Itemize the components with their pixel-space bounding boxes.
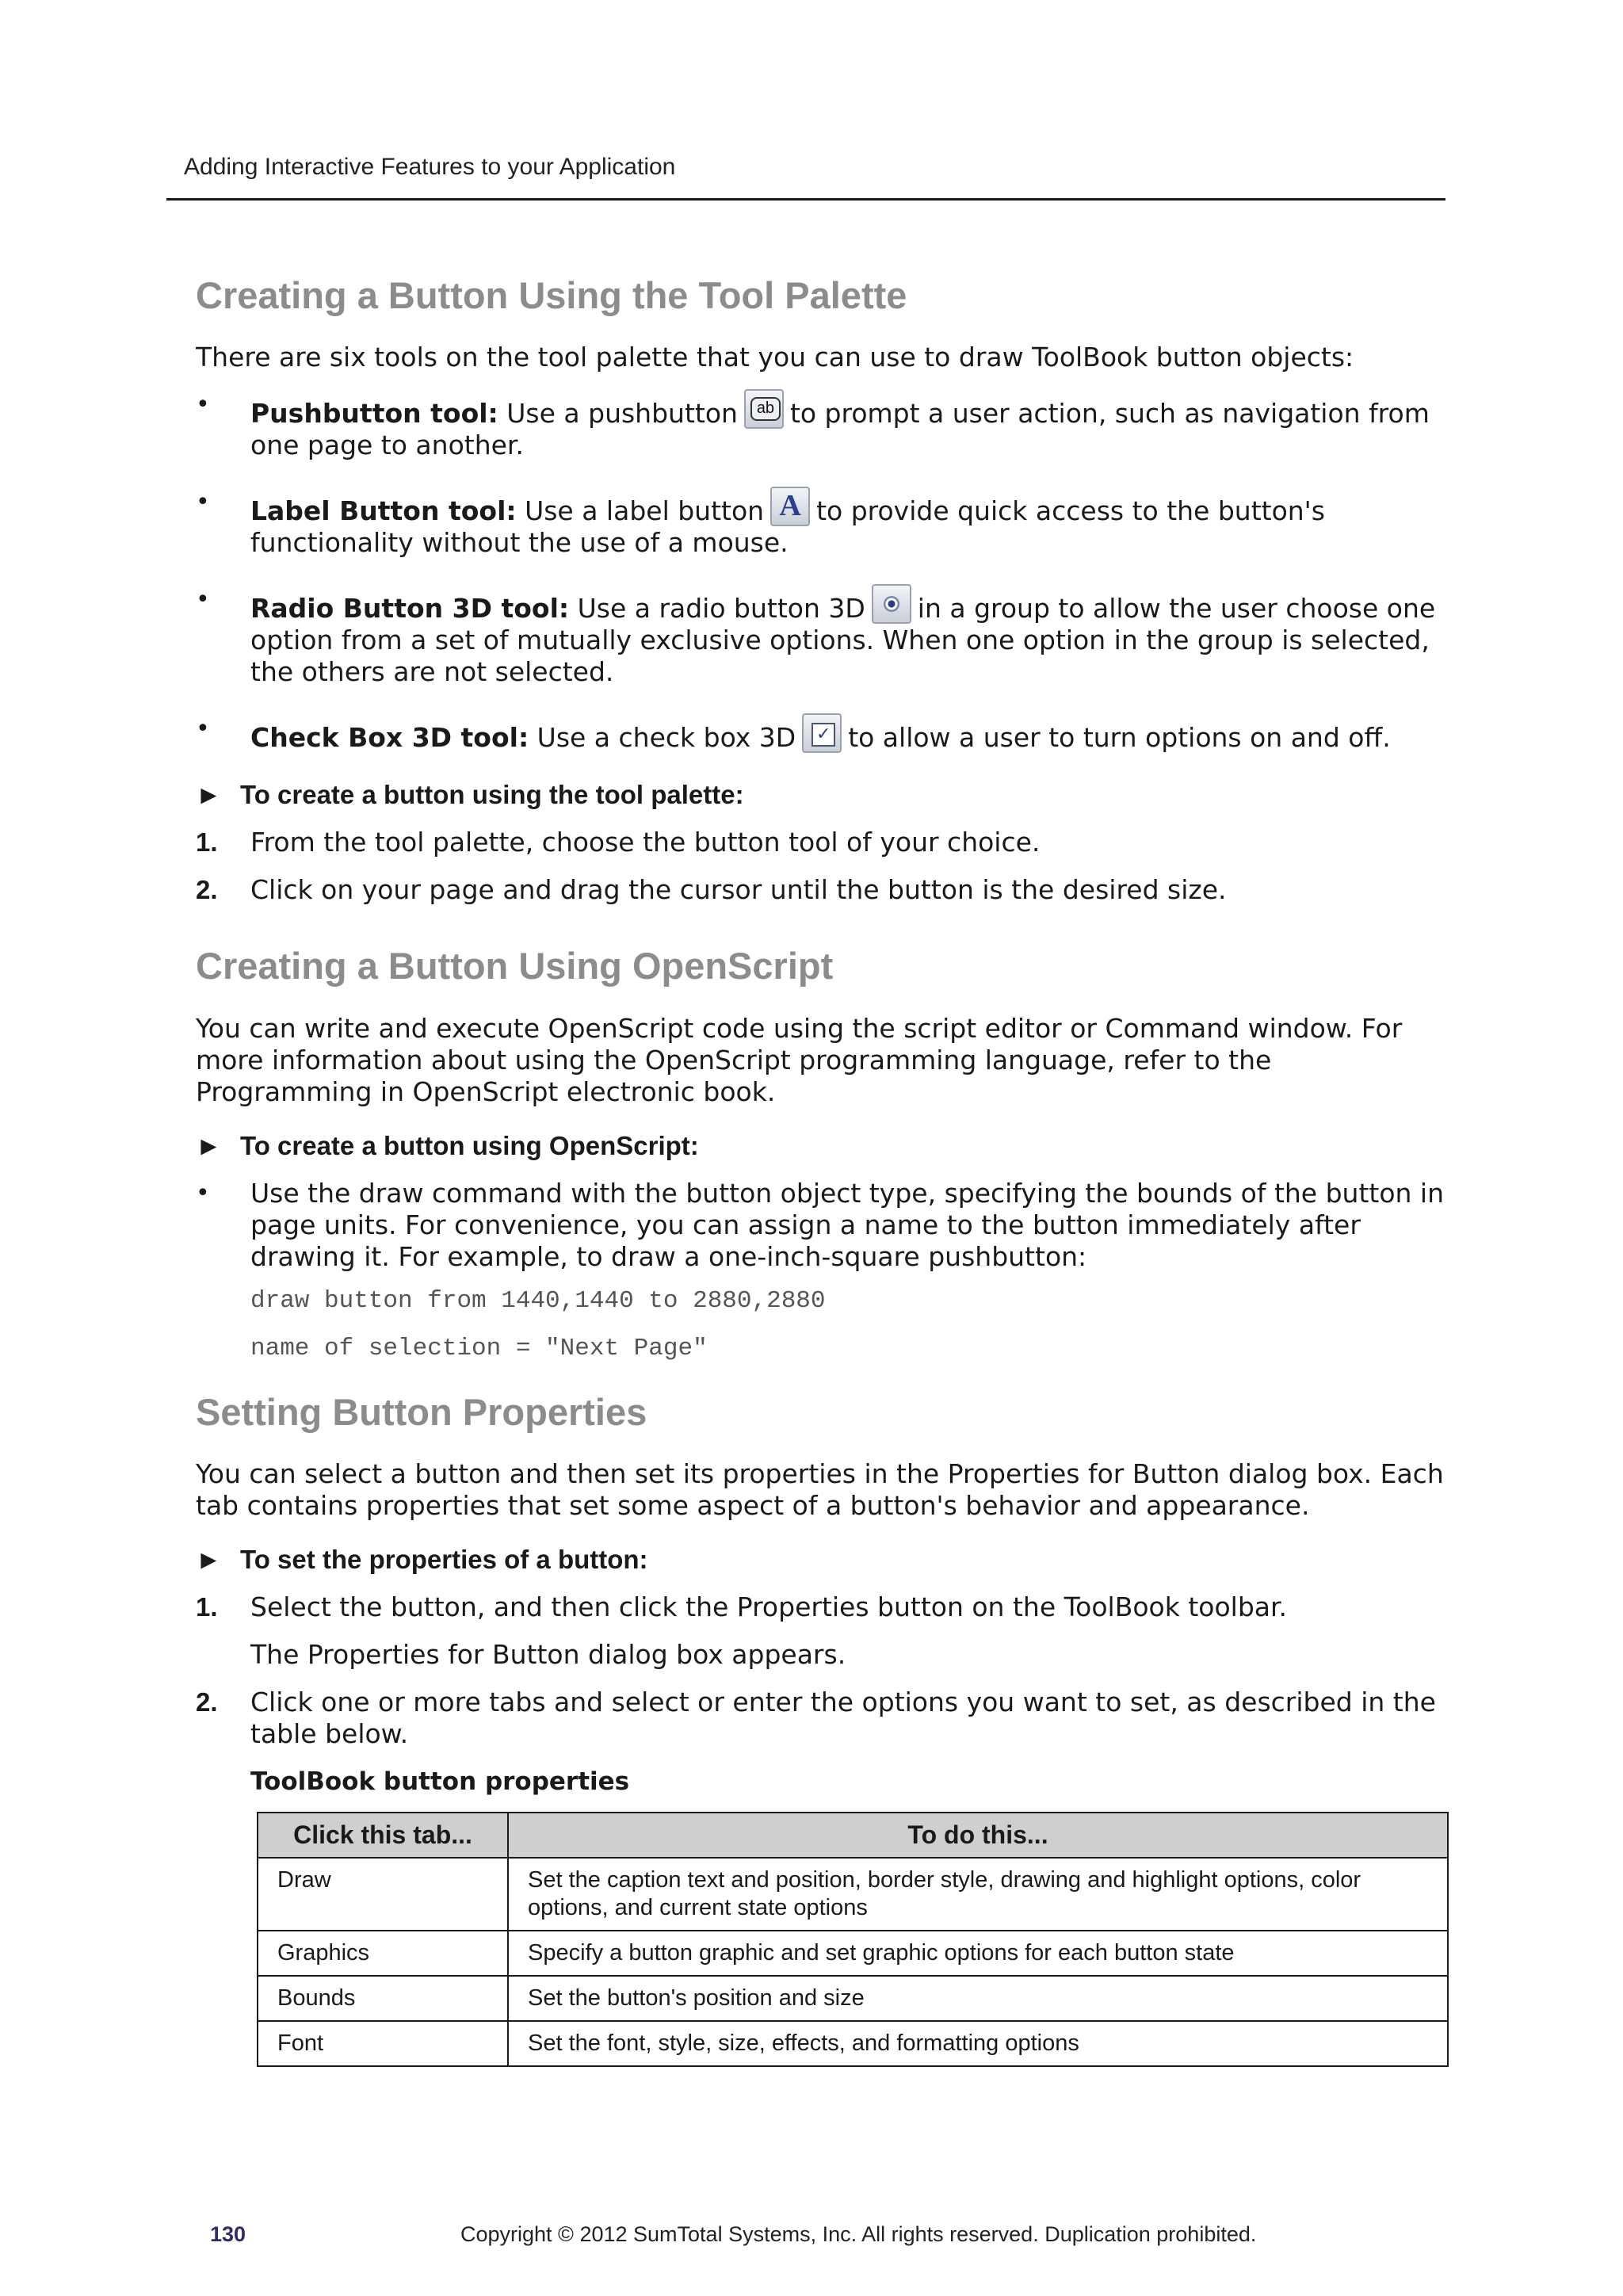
bullet-dot: • (196, 488, 210, 517)
bullet-text: Use a radio button 3D (577, 593, 865, 625)
check-box-icon (802, 713, 842, 753)
term-check-box: Check Box 3D tool: (250, 722, 529, 754)
button-properties-table (257, 1812, 1449, 2067)
section-heading-tool-palette: Creating a Button Using the Tool Palette (196, 274, 907, 316)
bullet-dot: • (196, 586, 210, 614)
bullet-text: Use a pushbutton (506, 398, 738, 430)
table-caption: ToolBook button properties (250, 1767, 630, 1797)
step-number: 2. (196, 1687, 218, 1717)
step-item (196, 874, 1444, 906)
table-row (258, 1931, 1448, 1976)
table-cell-tab: Font (258, 2021, 508, 2066)
list-item-check-box (196, 713, 1444, 754)
step-number: 1. (196, 827, 218, 858)
column-header: Click this tab... (258, 1813, 508, 1858)
tool-palette-intro: There are six tools on the tool palette that you can use to draw ToolBook button objects: (196, 342, 1354, 373)
table-header-row (258, 1813, 1448, 1858)
list-item-radio-button (196, 584, 1444, 688)
step-result: The Properties for Button dialog box appears. (250, 1639, 846, 1671)
code-line: name of selection = "Next Page" (250, 1334, 708, 1362)
steps-properties (196, 1591, 1444, 1750)
bullet-text: in a group to allow the user choose one option from a set of mutually exclusive options. When one option in the group is selected, the others are not selected. (250, 593, 1436, 688)
page-content (196, 273, 1444, 2067)
table-cell-tab: Graphics (258, 1931, 508, 1976)
procedure-title-tool-palette: ► To create a button using the tool palette: (196, 780, 744, 810)
procedure-title-properties: ► To set the properties of a button: (196, 1545, 648, 1575)
copyright-notice: Copyright © 2012 SumTotal Systems, Inc. All rights reserved. Duplication prohibited. (460, 2222, 1257, 2246)
step-item (196, 1687, 1444, 1750)
pushbutton-icon (744, 389, 784, 429)
table-row (258, 1976, 1448, 2021)
bullet-text: to allow a user to turn options on and off. (848, 722, 1391, 754)
triangle-arrow-icon: ► (196, 1130, 222, 1160)
list-item (196, 1178, 1444, 1273)
openscript-intro: You can write and execute OpenScript code using the script editor or Command window. For more information about using the OpenScript programming language, refer to the Programming in OpenScript electronic book. (196, 1012, 1403, 1107)
openscript-list (196, 1178, 1444, 1273)
step-text: From the tool palette, choose the button tool of your choice. (250, 827, 1041, 858)
step-number: 2. (196, 875, 218, 905)
column-header: To do this... (508, 1813, 1448, 1858)
bullet-dot: • (196, 391, 210, 419)
term-radio-button: Radio Button 3D tool: (250, 593, 570, 625)
bullet-text: Use a check box 3D (537, 722, 796, 754)
code-line: draw button from 1440,1440 to 2880,2880 (250, 1286, 826, 1315)
radio-button-icon (872, 584, 911, 624)
running-header: Adding Interactive Features to your Application (184, 154, 676, 180)
bullet-text: to provide quick access to the button's functionality without the use of a mouse. (250, 495, 1325, 559)
step-number: 1. (196, 1592, 218, 1622)
tool-list (196, 389, 1444, 754)
step-text: Select the button, and then click the Properties button on the ToolBook toolbar. (250, 1591, 1288, 1623)
bullet-dot: • (196, 1179, 210, 1207)
header-rule (166, 198, 1445, 201)
steps-tool-palette (196, 827, 1444, 906)
table-cell-tab: Bounds (258, 1976, 508, 2021)
table-cell-description: Set the font, style, size, effects, and formatting options (508, 2021, 1448, 2066)
step-text: Click one or more tabs and select or enter the options you want to set, as described in the table below. (250, 1687, 1436, 1750)
table-row (258, 1858, 1448, 1931)
table-cell-description: Set the caption text and position, border style, drawing and highlight options, color options, and current state options (508, 1858, 1448, 1931)
term-label-button: Label Button tool: (250, 495, 517, 527)
table-cell-description: Set the button's position and size (508, 1976, 1448, 2021)
bullet-text: to prompt a user action, such as navigation from one page to another. (250, 398, 1430, 461)
procedure-title-openscript: ► To create a button using OpenScript: (196, 1130, 699, 1160)
step-item (196, 1591, 1444, 1671)
list-item-pushbutton (196, 389, 1444, 461)
table-cell-tab: Draw (258, 1858, 508, 1931)
bullet-dot: • (196, 715, 210, 743)
bullet-text: Use a label button (525, 495, 765, 527)
properties-intro: You can select a button and then set its properties in the Properties for Button dialog box. Each tab contains properties that set some aspect of a button's behavior and appearance. (196, 1458, 1444, 1522)
section-heading-properties: Setting Button Properties (196, 1390, 647, 1433)
list-item-label-button (196, 487, 1444, 559)
bullet-text: Use the draw command with the button object type, specifying the bounds of the button in page units. For convenience, you can assign a name to the button immediately after drawing it. For example, to draw a one-inch-square pushbutton: (250, 1177, 1445, 1272)
page-number: 130 (210, 2222, 246, 2246)
step-item (196, 827, 1444, 858)
label-button-icon (770, 487, 810, 526)
triangle-arrow-icon: ► (196, 1545, 222, 1575)
step-text: Click on your page and drag the cursor until the button is the desired size. (250, 874, 1227, 906)
table-cell-description: Specify a button graphic and set graphic options for each button state (508, 1931, 1448, 1976)
triangle-arrow-icon: ► (196, 780, 222, 810)
term-pushbutton: Pushbutton tool: (250, 398, 498, 430)
table-row (258, 2021, 1448, 2066)
section-heading-openscript: Creating a Button Using OpenScript (196, 945, 834, 988)
